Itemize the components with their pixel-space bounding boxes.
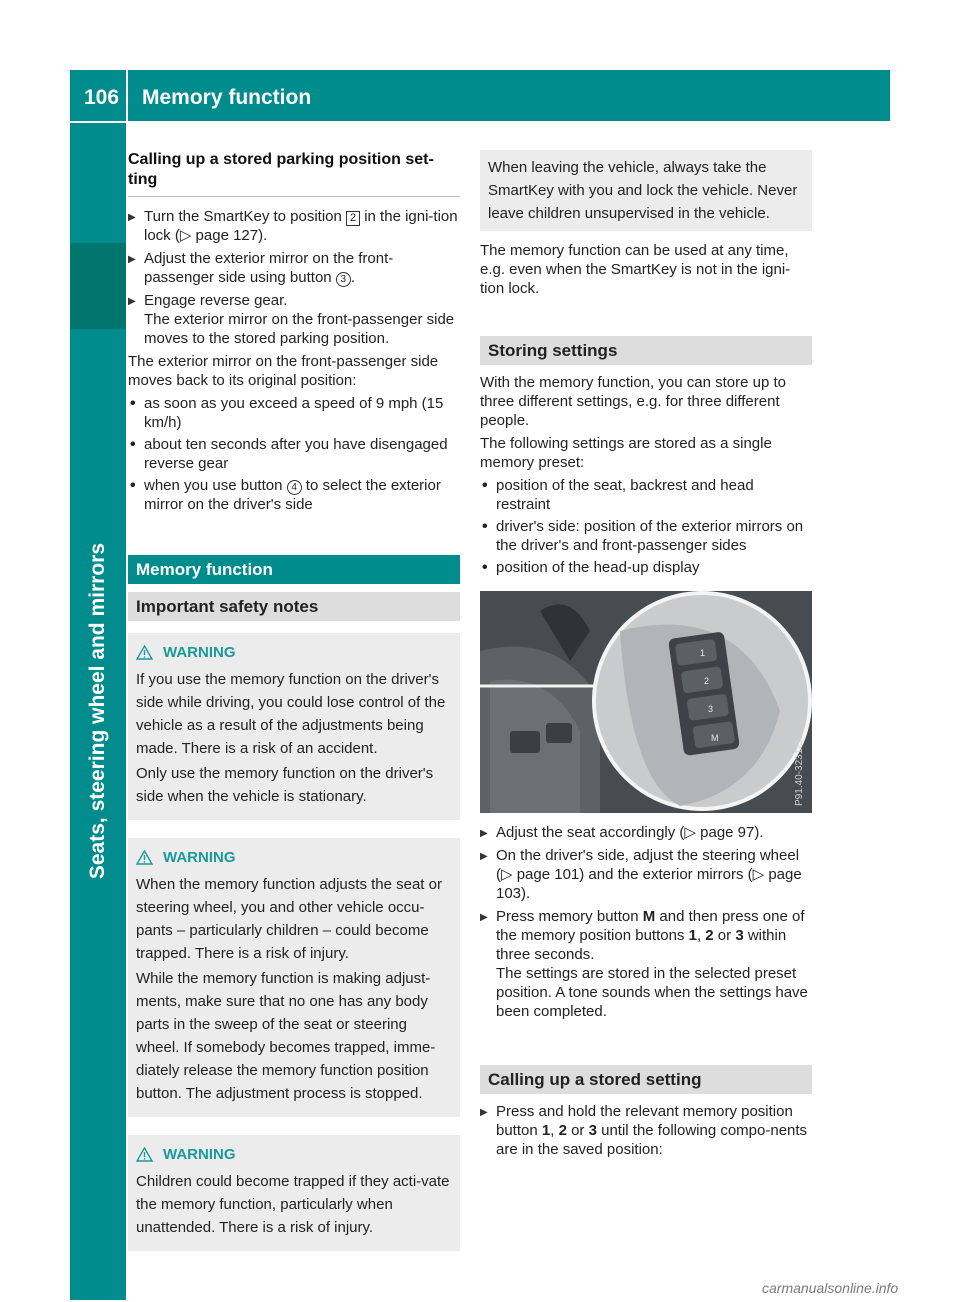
page-title: Memory function bbox=[142, 86, 312, 109]
warning-text: When the memory function adjusts the seat or steering wheel, you and other vehicle occu-pants – particularly children – could become trapped. There is a risk of injury. bbox=[136, 876, 442, 962]
warning-icon bbox=[136, 1147, 153, 1162]
list-item: • about ten seconds after you have disengaged reverse gear bbox=[128, 435, 460, 473]
memory-button-m-label: M bbox=[711, 733, 719, 743]
warning-title: WARNING bbox=[163, 1146, 236, 1163]
button-ref: 4 bbox=[287, 480, 302, 495]
memory-buttons-photo bbox=[480, 591, 812, 813]
warning-text: Only use the memory function on the driver's side when the vehicle is stationary. bbox=[136, 765, 434, 805]
step-item: ▶ Press and hold the relevant memory position button 1, 2 or 3 until the following compo-nents are in the saved position: bbox=[480, 1102, 812, 1159]
step-item: ▶ Engage reverse gear. The exterior mirror on the front-passenger side moves to the stored parking position. bbox=[128, 291, 460, 348]
section-heading: Storing settings bbox=[480, 336, 812, 365]
step-item: ▶ Turn the SmartKey to position 2 in the igni-tion lock (▷ page 127). bbox=[128, 207, 460, 245]
warning-icon bbox=[136, 850, 153, 865]
button-ref: 3 bbox=[336, 272, 351, 287]
parking-position-heading: Calling up a stored parking position set-ting bbox=[128, 150, 460, 197]
list-item: • position of the seat, backrest and head restraint bbox=[480, 476, 812, 514]
step-item: ▶ Adjust the seat accordingly (▷ page 97). bbox=[480, 823, 812, 842]
body-text: The memory function can be used at any time, e.g. even when the SmartKey is not in the igni-tion lock. bbox=[480, 242, 791, 297]
subsection-heading: Important safety notes bbox=[128, 592, 460, 621]
step-item: ▶ On the driver's side, adjust the steering wheel (▷ page 101) and the exterior mirrors (▷ page 103). bbox=[480, 846, 812, 903]
photo-code: P91.40-3231-31 bbox=[794, 734, 805, 806]
warning-title: WARNING bbox=[163, 849, 236, 866]
warning-box bbox=[128, 838, 460, 1117]
body-text: The exterior mirror on the front-passenger side moves back to its original position: bbox=[128, 353, 439, 389]
memory-button-2-label: 2 bbox=[704, 676, 710, 686]
body-text: The following settings are stored as a single memory preset: bbox=[480, 435, 772, 471]
warning-box bbox=[128, 633, 460, 820]
warning-icon bbox=[136, 645, 153, 660]
left-column bbox=[128, 150, 460, 1269]
body-text: With the memory function, you can store up to three different settings, e.g. for three different people. bbox=[480, 374, 786, 429]
step-item: ▶ Adjust the exterior mirror on the front-passenger side using button 3 . bbox=[128, 249, 460, 287]
memory-button-3-label: 3 bbox=[708, 704, 714, 714]
list-item: • as soon as you exceed a speed of 9 mph (15 km/h) bbox=[128, 394, 460, 432]
list-item: • position of the head-up display bbox=[480, 558, 812, 577]
section-heading: Memory function bbox=[128, 555, 460, 584]
list-item: • driver's side: position of the exterior mirrors on the driver's and front-passenger sides bbox=[480, 517, 812, 555]
warning-title: WARNING bbox=[163, 644, 236, 661]
position-ref: 2 bbox=[346, 211, 360, 226]
right-column bbox=[480, 150, 812, 1163]
info-box: When leaving the vehicle, always take the SmartKey with you and lock the vehicle. Never leave children unsupervised in the vehicle. bbox=[480, 150, 812, 231]
chapter-sidebar bbox=[70, 123, 126, 1300]
warning-text: Children could become trapped if they acti-vate the memory function, particularly when unattended. There is a risk of injury. bbox=[136, 1173, 450, 1236]
page-header bbox=[70, 70, 890, 121]
step-item: ▶ Press memory button M and then press one of the memory position buttons 1, 2 or 3 within three seconds. The settings are stored in the selected preset position. A tone sounds when the settings have been completed. bbox=[480, 907, 812, 1021]
warning-text: While the memory function is making adjust-ments, make sure that no one has any body parts in the sweep of the seat or steering wheel. If somebody becomes trapped, imme-diately release the memory function position button. The adjustment process is stopped. bbox=[136, 970, 436, 1102]
memory-button-1-label: 1 bbox=[700, 648, 706, 658]
section-heading: Calling up a stored setting bbox=[480, 1065, 812, 1094]
warning-box bbox=[128, 1135, 460, 1251]
header-divider bbox=[126, 70, 128, 121]
list-item: • when you use button 4 to select the exterior mirror on the driver's side bbox=[128, 476, 460, 514]
page-number: 106 bbox=[84, 86, 120, 109]
footer-watermark: carmanualsonline.info bbox=[762, 1280, 899, 1296]
chapter-label: Seats, steering wheel and mirrors bbox=[86, 543, 109, 880]
warning-text: If you use the memory function on the driver's side while driving, you could lose control of the vehicle as a result of the adjustments being made. There is a risk of an accident. bbox=[136, 671, 446, 757]
